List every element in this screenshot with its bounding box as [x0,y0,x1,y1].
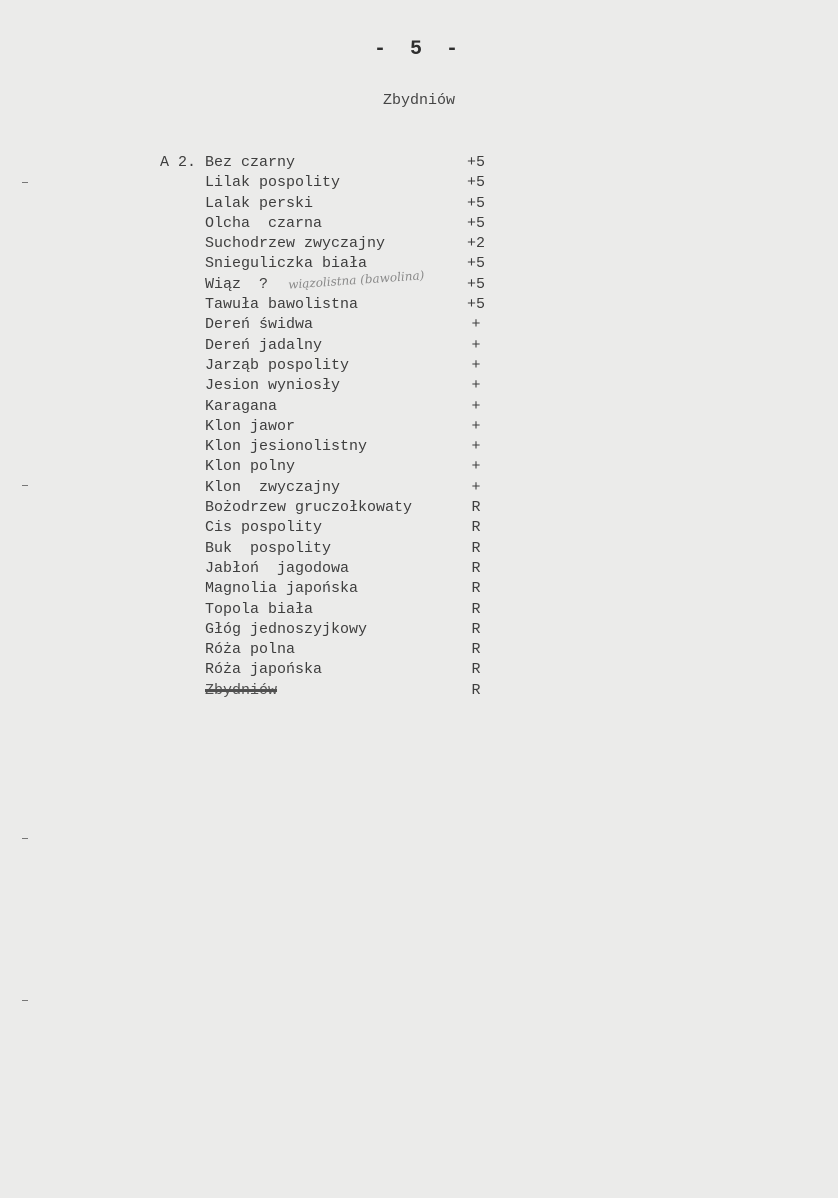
species-name: Snieguliczka biała [205,255,368,273]
rating-mark: R [471,661,481,679]
list-item [160,254,500,274]
rating-mark: + [471,458,481,476]
species-name: Bez czarny [205,154,296,171]
species-name: Magnolia japońska [205,580,359,598]
list-item [160,681,500,701]
rating-mark: R [471,499,481,517]
list-item [160,356,500,376]
list-item [160,539,500,559]
species-name: Róża polna [205,641,296,659]
list-item [160,457,500,477]
list-item [160,640,500,660]
list-item [160,336,500,356]
rating-mark: R [471,539,481,557]
rating-mark: + [471,316,481,334]
species-name: Suchodrzew zwyczajny [205,235,386,253]
list-item [160,518,500,538]
species-name: Zbydniów [205,681,278,699]
rating-mark: + [471,438,481,456]
species-name: Bożodrzew gruczołkowaty [205,499,413,517]
list-item [160,498,500,518]
list-item [160,295,500,315]
species-name: Topola biała [205,600,314,618]
list-item [160,153,500,173]
species-name: Karagana [205,397,278,415]
list-item [160,600,500,620]
rating-mark: + [471,336,481,354]
page-number: - 5 - [373,38,464,61]
rating-mark: +5 [466,296,485,314]
rating-mark: +5 [466,255,485,273]
margin-mark [22,485,28,486]
list-item [160,397,500,417]
species-name: Wiąz ? [205,275,269,293]
species-name: Klon jesionolistny [205,438,368,456]
list-item [160,194,500,214]
list-item [160,214,500,234]
list-item [160,315,500,335]
handwritten-note: wiązolistna (bawolina) [287,268,425,292]
section-prefix: A 2. [160,154,197,171]
list-item [160,478,500,498]
rating-mark: +5 [466,154,485,171]
rating-mark: R [471,600,481,618]
species-name: Dereń jadalny [205,336,323,354]
species-name: Róża japońska [205,661,323,679]
margin-mark [22,1000,28,1001]
rating-mark: R [471,681,481,699]
rating-mark: R [471,519,481,537]
list-item [160,660,500,680]
list-item [160,579,500,599]
species-name: Klon polny [205,458,296,476]
species-name: Lalak perski [205,194,314,212]
rating-mark: + [471,356,481,374]
list-item [160,559,500,579]
species-name: Klon zwyczajny [205,478,341,496]
species-name: Klon jawor [205,417,296,435]
margin-mark [22,182,28,183]
rating-mark: +5 [466,194,485,212]
place-heading: Zbydniów [382,92,455,109]
list-item [160,620,500,640]
species-name: Lilak pospolity [205,174,341,192]
rating-mark: +5 [466,174,485,192]
rating-mark: R [471,580,481,598]
list-item [160,234,500,254]
rating-mark: R [471,620,481,638]
rating-mark: +5 [466,275,485,293]
species-name: Cis pospolity [205,519,323,537]
species-name: Jabłoń jagodowa [205,559,350,577]
rating-mark: + [471,397,481,415]
species-name: Jarząb pospolity [205,356,350,374]
margin-mark [22,838,28,839]
rating-mark: R [471,641,481,659]
species-name: Olcha czarna [205,214,323,232]
species-name: Dereń świdwa [205,316,314,334]
rating-mark: + [471,417,481,435]
species-name: Buk pospolity [205,539,332,557]
list-item [160,417,500,437]
rating-mark: +2 [466,235,485,253]
rating-mark: R [471,559,481,577]
list-item [160,376,500,396]
rating-mark: + [471,377,481,395]
species-name: Tawuła bawolistna [205,296,359,314]
list-item [160,173,500,193]
list-item [160,437,500,457]
rating-mark: + [471,478,481,496]
plant-list [160,153,500,701]
rating-mark: +5 [466,214,485,232]
species-name: Jesion wyniosły [205,377,341,395]
species-name: Głóg jednoszyjkowy [205,620,368,638]
